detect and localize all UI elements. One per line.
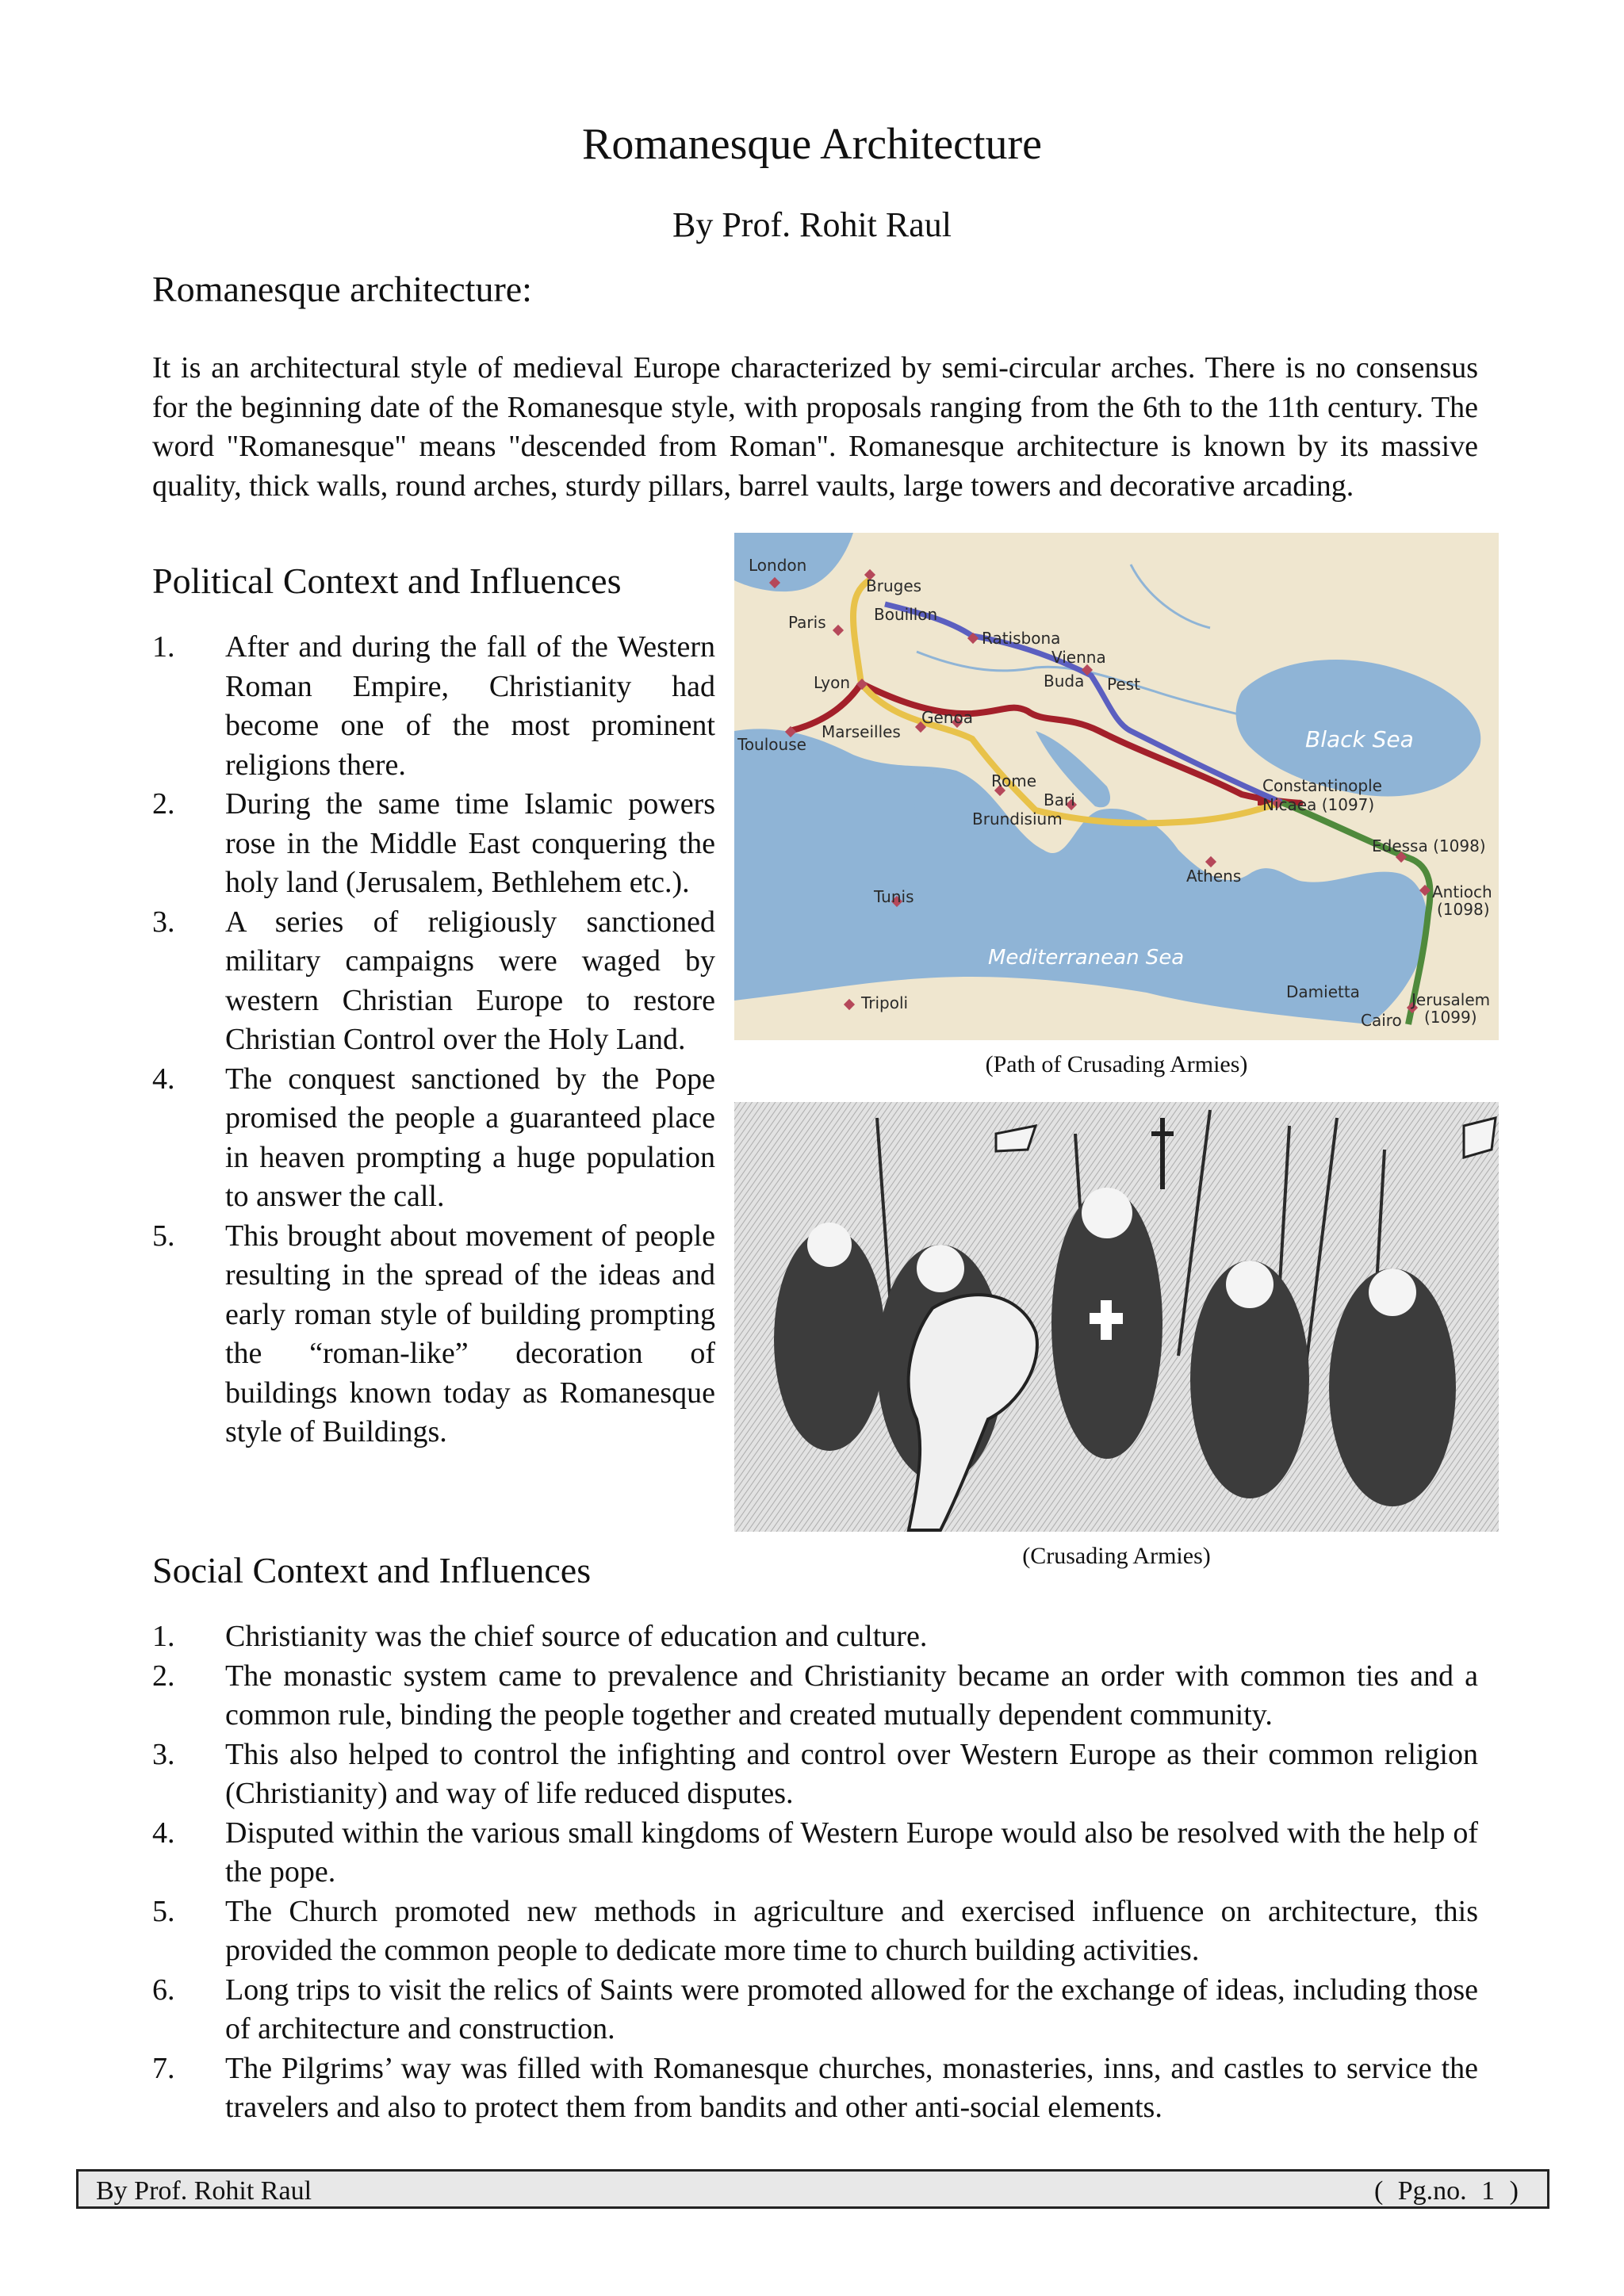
list-item (152, 1217, 715, 1452)
label-brundisium: Brundisium (972, 809, 1063, 828)
list-number: 2. (152, 787, 175, 821)
list-number: 2. (152, 1659, 175, 1693)
label-london: London (749, 556, 807, 575)
page-footer (76, 2169, 1549, 2209)
intro-paragraph: It is an architectural style of medieval Europe characterized by semi-circular arches. There is no consensus for the beginning date of the Romanesque style, with proposals ranging from the 6th to the 11th century. The word "Romanesque" means "descended from Roman". Romanesque architecture is known by its massive quality, thick walls, round arches, sturdy pillars, barrel vaults, large towers and decorative arcading. (152, 351, 1478, 503)
list-item (152, 1971, 1478, 2049)
list-text: A series of religiously sanctioned military campaigns were waged by western Christian Europe to restore Christian Control over the Holy Land. (225, 905, 715, 1056)
map-caption: (Path of Crusading Armies) (985, 1051, 1248, 1077)
list-number: 3. (152, 1737, 175, 1771)
label-marseilles: Marseilles (822, 722, 901, 741)
list-text: After and during the fall of the Western Roman Empire, Christianity had become one of the most prominent religions there. (225, 630, 715, 782)
label-damietta: Damietta (1286, 982, 1360, 1001)
list-number: 1. (152, 1620, 175, 1653)
crusade-map (734, 533, 1499, 1040)
crusading-armies-svg (734, 1102, 1499, 1532)
list-number: 3. (152, 905, 175, 939)
list-number: 7. (152, 2051, 175, 2085)
list-item (152, 1617, 1478, 1657)
list-number: 5. (152, 1894, 175, 1928)
list-item (152, 1657, 1478, 1735)
social-list (152, 1617, 1478, 2128)
list-text: The conquest sanctioned by the Pope promised the people a guaranteed place in heaven prompting a huge population to answer the call. (225, 1062, 715, 1213)
label-nicaea: Nicaea (1097) (1262, 795, 1375, 814)
label-antioch-year: (1098) (1437, 900, 1490, 919)
section-heading-social: Social Context and Influences (152, 1550, 592, 1590)
list-item (152, 1060, 715, 1217)
label-jerusalem: Jerusalem (1411, 990, 1491, 1009)
illustration-caption: (Crusading Armies) (1022, 1543, 1211, 1569)
label-toulouse: Toulouse (737, 735, 806, 754)
list-number: 5. (152, 1219, 175, 1253)
section-heading-romanesque: Romanesque architecture: (152, 269, 532, 309)
list-item (152, 1814, 1478, 1892)
list-text: During the same time Islamic powers rose in the Middle East conquering the holy land (Jerusalem, Bethlehem etc.). (225, 787, 715, 899)
label-edessa: Edessa (1098) (1372, 836, 1486, 855)
list-item (152, 1735, 1478, 1814)
label-tripoli: Tripoli (861, 993, 909, 1012)
list-number: 4. (152, 1816, 175, 1850)
section-heading-political: Political Context and Influences (152, 561, 622, 601)
list-text: Christianity was the chief source of education and culture. (225, 1620, 928, 1653)
label-mediterranean: Mediterranean Sea (988, 946, 1185, 970)
political-list (152, 628, 715, 1452)
list-number: 6. (152, 1973, 175, 2007)
list-number: 4. (152, 1062, 175, 1096)
label-ratisbona: Ratisbona (982, 629, 1061, 648)
label-tunis: Tunis (874, 887, 914, 906)
label-bari: Bari (1044, 790, 1075, 809)
label-athens: Athens (1186, 867, 1242, 886)
label-bouillon: Bouillon (874, 605, 938, 624)
list-text: Long trips to visit the relics of Saints were promoted allowed for the exchange of ideas, including those of architecture and construction. (225, 1973, 1478, 2045)
label-genoa: Genoa (921, 708, 973, 727)
label-jerusalem-year: (1099) (1424, 1008, 1477, 1027)
label-cairo: Cairo (1361, 1011, 1402, 1030)
label-pest: Pest (1107, 675, 1140, 694)
label-constantinople: Constantinople (1262, 776, 1382, 795)
list-text: Disputed within the various small kingdoms of Western Europe would also be resolved with the help of the pope. (225, 1816, 1478, 1888)
label-vienna: Vienna (1051, 648, 1106, 667)
label-buda: Buda (1044, 672, 1085, 691)
list-item (152, 903, 715, 1060)
label-lyon: Lyon (814, 673, 851, 692)
list-item (152, 785, 715, 903)
list-text: The Pilgrims’ way was filled with Romanesque churches, monasteries, inns, and castles to service the travelers and also to protect them from bandits and other anti-social elements. (225, 2051, 1478, 2124)
label-black-sea: Black Sea (1305, 726, 1414, 752)
list-text: The Church promoted new methods in agriculture and exercised influence on architecture, this provided the common people to dedicate more time to church building activities. (225, 1894, 1478, 1967)
list-item (152, 2049, 1478, 2128)
page-title: Romanesque Architecture (581, 120, 1042, 169)
crusading-armies-illustration (734, 1102, 1499, 1532)
label-antioch: Antioch (1432, 882, 1492, 901)
footer-page-number: ( Pg.no. 1 ) (1373, 2176, 1519, 2206)
list-text: This also helped to control the infighting and control over Western Europe as their common religion (Christianity) and way of life reduced disputes. (225, 1737, 1478, 1810)
crusade-map-svg (734, 533, 1499, 1040)
author-line: By Prof. Rohit Raul (672, 205, 952, 244)
label-paris: Paris (788, 613, 826, 632)
list-item (152, 628, 715, 785)
list-text: This brought about movement of people resulting in the spread of the ideas and early roman style of building prompting the “roman-like” decoration of buildings known today as Romanesque style of Buildings. (225, 1219, 715, 1448)
label-rome: Rome (991, 771, 1037, 790)
list-item (152, 1892, 1478, 1971)
list-text: The monastic system came to prevalence and Christianity became an order with common ties and a common rule, binding the people together and created mutually dependent community. (225, 1659, 1478, 1732)
list-number: 1. (152, 630, 175, 664)
label-bruges: Bruges (866, 576, 922, 595)
footer-author: By Prof. Rohit Raul (96, 2176, 312, 2206)
